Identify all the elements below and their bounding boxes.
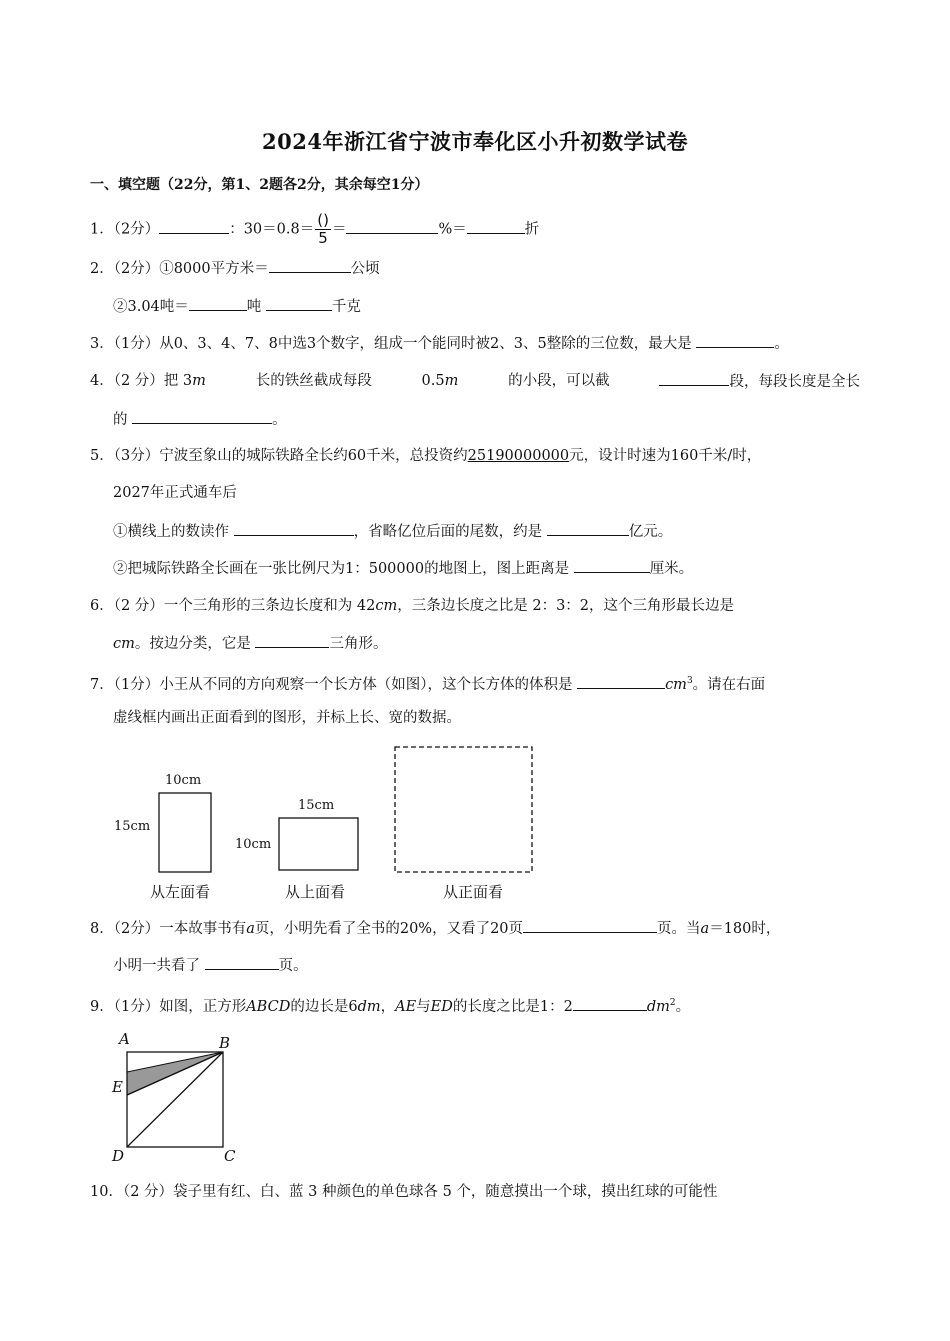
q6-text-2: ，三条边长度之比是 2：3：2，这个三角形最长边是 — [397, 598, 735, 614]
q4-text-3: 0.5 — [421, 373, 445, 389]
q8-text-2: 页，小明先看了全书的20%，又看了20页 — [254, 921, 524, 937]
q8-text-5: 小明一共看了 — [113, 958, 200, 974]
q5-text-7: ②把城际铁路全长画在一张比例尺为1：500000的地图上，图上距离是 — [113, 561, 570, 577]
q6-text-4: 三角形。 — [329, 636, 388, 652]
q4-text-1: 4．（2 分）把 3 — [90, 373, 193, 389]
q4-unit-2: m — [444, 373, 459, 389]
question-10 — [90, 1182, 717, 1202]
q7-unit-exponent: 3 — [686, 676, 693, 686]
q1-text-4: 折 — [524, 221, 540, 238]
q8-variable-2: a — [700, 921, 710, 937]
q5-underlined-number: 25190000000 — [467, 448, 570, 464]
q2-prefix: 2．（2分） — [90, 261, 160, 277]
vertex-c-label: C — [224, 1147, 236, 1165]
q2-text-5: 千克 — [331, 299, 361, 315]
q5-text-8: 厘米。 — [649, 561, 694, 577]
q8-text-6: 页。 — [278, 958, 308, 974]
q1-prefix: 1．（2分） — [90, 221, 160, 238]
q9-text-4: 与 — [416, 998, 431, 1015]
q1-fraction-numerator: () — [317, 211, 329, 229]
vertex-a-label: A — [119, 1030, 130, 1048]
q2-text-4: 吨 — [246, 299, 262, 315]
q6-text-3: 。按边分类，它是 — [134, 636, 251, 652]
q9-text-1: 9．（1分）如图，正方形 — [90, 998, 247, 1015]
q9-segment-ae: AE — [395, 998, 417, 1015]
q9-text-5: 的长度之比是1：2 — [452, 998, 573, 1015]
q5-text-2: 元，设计时速为160千米/时， — [569, 448, 762, 464]
top-view-width-label: 10cm — [235, 837, 272, 852]
q8-text-4: ＝180时， — [709, 921, 781, 937]
q4-text-7: 。 — [272, 412, 287, 428]
q7-text-3: 虚线框内画出正面看到的图形，并标上长、宽的数据。 — [113, 710, 461, 726]
q6-unit: cm — [375, 598, 398, 614]
q6-unit-2: cm — [113, 636, 135, 652]
q9-text-2: 的边长是6 — [290, 998, 358, 1015]
q8-variable: a — [246, 921, 255, 937]
q4-text-6: 的 — [113, 412, 128, 428]
q5-text-4: ①横线上的数读作 — [113, 524, 229, 540]
q1-text-1: ：30＝0.8＝ — [229, 221, 315, 238]
q4-text-4: 的小段，可以截 — [508, 373, 610, 389]
section-heading: 一、填空题（22分，第1、2题各2分，其余每空1分） — [90, 177, 429, 193]
q1-text-2: ＝ — [331, 221, 347, 238]
q7-prefix: 7．（1分） — [90, 676, 160, 693]
q7-unit: cm — [665, 676, 687, 693]
left-view-height-label: 15cm — [114, 819, 151, 834]
q7-text-2: 。请在右面 — [692, 676, 766, 693]
q2-text-1: ①8000平方米＝ — [159, 261, 269, 277]
left-view-width-label: 10cm — [165, 773, 202, 788]
q4-text-5: 段，每段长度是全长 — [729, 374, 860, 390]
q2-text-2: 公顷 — [350, 261, 380, 277]
q9-answer-unit: dm — [646, 998, 670, 1015]
q4-text-2: 长的铁丝截成每段 — [255, 373, 372, 389]
top-view-caption: 从上面看 — [285, 883, 346, 901]
left-view-caption: 从左面看 — [150, 883, 211, 901]
top-view-length-label: 15cm — [298, 798, 335, 813]
q4-unit-1: m — [192, 373, 206, 389]
q5-text-5: ，省略亿位后面的尾数，约是 — [353, 524, 543, 540]
point-e-label: E — [112, 1078, 123, 1096]
q9-unit-exponent: 2 — [669, 998, 676, 1008]
q3-text-1: 从0、3、4、7、8中选3个数字，组成一个能同时被2、3、5整除的三位数，最大是 — [159, 336, 692, 352]
q9-unit: dm — [357, 998, 381, 1015]
vertex-b-label: B — [219, 1034, 231, 1052]
q10-text-1: 10．（2 分）袋子里有红、白、蓝 3 种颜色的单色球各 5 个，随意摸出一个球，摸出红球的可能性 — [90, 1184, 718, 1200]
q9-square-name: ABCD — [246, 998, 291, 1015]
page-title: 2024年浙江省宁波市奉化区小升初数学试卷 — [262, 129, 688, 154]
q5-prefix: 5．（3分） — [90, 448, 160, 464]
q6-text-1: 6．（2 分）一个三角形的三条边长度和为 42 — [90, 598, 376, 614]
q1-fraction-denominator: 5 — [318, 229, 328, 247]
q8-text-3: 页。当 — [657, 921, 701, 937]
q3-prefix: 3．（1分） — [90, 336, 160, 352]
q3-text-2: 。 — [774, 336, 789, 352]
q9-text-3: ， — [380, 998, 396, 1015]
q1-text-3: %＝ — [438, 221, 467, 238]
q9-text-end: 。 — [675, 998, 691, 1015]
q9-segment-ed: ED — [430, 998, 453, 1015]
q2-text-3: ②3.04吨＝ — [113, 299, 189, 315]
q7-text-1: 小王从不同的方向观察一个长方体（如图），这个长方体的体积是 — [159, 676, 573, 693]
front-view-caption: 从正面看 — [443, 883, 504, 901]
q8-text-1: 8．（2分）一本故事书有 — [90, 921, 247, 937]
q5-text-3: 2027年正式通车后 — [113, 485, 237, 501]
q5-text-1: 宁波至象山的城际铁路全长约60千米，总投资约 — [159, 448, 468, 464]
vertex-d-label: D — [112, 1147, 125, 1165]
q5-text-6: 亿元。 — [628, 524, 673, 540]
